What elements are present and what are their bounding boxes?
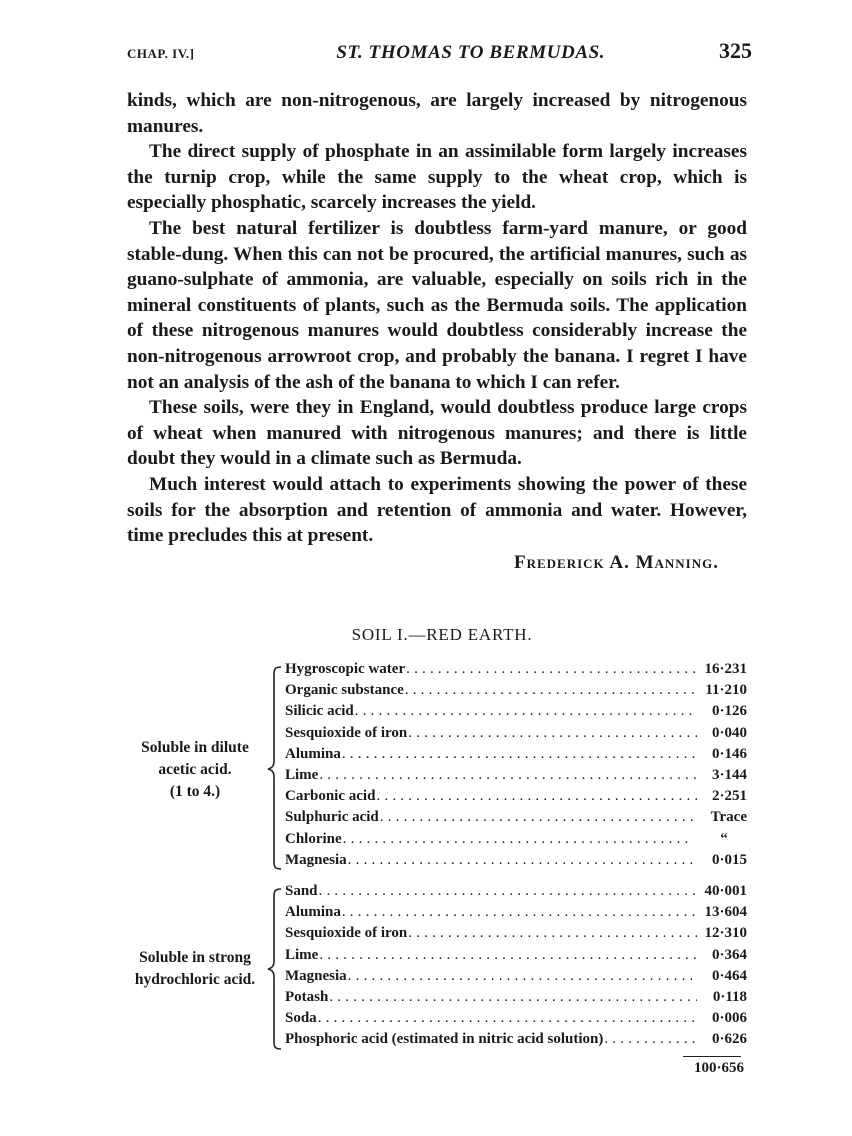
row-value: 0·006 bbox=[711, 1010, 747, 1027]
leader-dots bbox=[376, 788, 697, 805]
group-label bbox=[127, 737, 263, 803]
total-rule bbox=[683, 1056, 741, 1057]
row-name: Organic substance bbox=[285, 682, 404, 699]
curly-brace-icon bbox=[265, 887, 283, 1051]
table-row bbox=[285, 682, 747, 703]
row-name: Chlorine bbox=[285, 830, 342, 847]
table-total: 100·656 bbox=[693, 1060, 744, 1076]
row-value: 3·144 bbox=[711, 766, 747, 783]
row-value: 0·126 bbox=[711, 703, 747, 720]
row-value: 13·604 bbox=[704, 904, 747, 921]
curly-brace-icon bbox=[265, 665, 283, 871]
leader-dots bbox=[343, 831, 689, 848]
row-value: 12·310 bbox=[704, 925, 747, 942]
table-rows bbox=[285, 661, 747, 873]
table-row bbox=[285, 904, 747, 925]
row-value: 16·231 bbox=[704, 661, 747, 677]
row-name: Carbonic acid bbox=[285, 788, 376, 805]
leader-dots bbox=[342, 904, 697, 921]
table-row bbox=[285, 661, 747, 682]
leader-dots bbox=[348, 968, 697, 985]
row-name: Phosphoric acid (estimated in nitric acid solution) bbox=[285, 1031, 604, 1048]
group-label-line: Soluble in dilute bbox=[141, 739, 249, 756]
table-row bbox=[285, 1010, 747, 1031]
row-value: 0·146 bbox=[711, 745, 747, 762]
leader-dots bbox=[408, 725, 697, 742]
table-row bbox=[285, 746, 747, 767]
table-row bbox=[285, 989, 747, 1010]
table-row bbox=[285, 725, 747, 746]
row-value: 0·464 bbox=[711, 967, 747, 984]
row-name: Alumina bbox=[285, 745, 341, 762]
group-label bbox=[127, 947, 263, 991]
group-label-line: (1 to 4.) bbox=[169, 783, 221, 800]
running-title: ST. THOMAS TO BERMUDAS. bbox=[336, 42, 606, 63]
body-text bbox=[127, 88, 747, 575]
row-name: Hygroscopic water bbox=[285, 661, 406, 677]
leader-dots bbox=[406, 661, 697, 678]
table-group-acetic bbox=[127, 661, 747, 875]
table-row bbox=[285, 703, 747, 724]
table-title: SOIL I.—RED EARTH. bbox=[351, 625, 533, 644]
table-row bbox=[285, 852, 747, 873]
paragraph: Much interest would attach to experiments showing the power of these soils for the absorption and retention of ammonia and water. However, time precludes this at present. bbox=[127, 473, 747, 547]
group-label-line: Soluble in strong bbox=[139, 949, 251, 966]
leader-dots bbox=[318, 1010, 697, 1027]
paragraph: These soils, were they in England, would doubtless produce large crops of wheat when manured with nitrogenous manures; and there is little doubt they would in a climate such as Bermuda. bbox=[127, 397, 747, 470]
group-label-line: hydrochloric acid. bbox=[134, 971, 256, 988]
table-row bbox=[285, 1031, 747, 1052]
row-value: 11·210 bbox=[705, 682, 747, 699]
row-name: Alumina bbox=[285, 904, 341, 921]
row-value: “ bbox=[720, 830, 728, 847]
leader-dots bbox=[329, 989, 697, 1006]
page-number: 325 bbox=[718, 38, 752, 63]
row-value: 0·040 bbox=[711, 724, 747, 741]
running-header bbox=[127, 38, 752, 66]
row-value: 0·364 bbox=[711, 946, 747, 963]
author-signature: Frederick A. Manning. bbox=[513, 551, 719, 573]
table-row bbox=[285, 947, 747, 968]
row-value: 2·251 bbox=[711, 788, 747, 805]
table-row bbox=[285, 831, 747, 852]
row-name: Sesquioxide of iron bbox=[285, 925, 408, 942]
row-name: Magnesia bbox=[285, 967, 347, 984]
table-row bbox=[285, 883, 747, 904]
leader-dots bbox=[319, 947, 697, 964]
table-row bbox=[285, 788, 747, 809]
paragraph: The best natural fertilizer is doubtless farm-yard manure, or good stable-dung. When this can not be procured, the artificial manures, such as guano-sulphate of ammonia, are valuable, especially on soils rich in the mineral constituents of plants, such as the Bermuda soils. The application of these nitrogenous manures would doubtless considerably increase the non-nitrogenous arrowroot crop, and probably the banana. I regret I have not an analysis of the ash of the banana to which I can refer. bbox=[127, 217, 747, 393]
row-name: Sand bbox=[285, 883, 318, 899]
table-row bbox=[285, 968, 747, 989]
row-value: Trace bbox=[710, 809, 747, 826]
row-name: Soda bbox=[285, 1010, 317, 1027]
row-value: 40·001 bbox=[704, 883, 747, 899]
table-rows bbox=[285, 883, 747, 1053]
table-row bbox=[285, 925, 747, 946]
table-row bbox=[285, 767, 747, 788]
row-name: Sesquioxide of iron bbox=[285, 724, 408, 741]
chapter-label: CHAP. IV.] bbox=[127, 46, 195, 61]
leader-dots bbox=[408, 925, 697, 942]
paragraph: kinds, which are non-nitrogenous, are largely increased by nitrogenous manures. bbox=[127, 90, 747, 137]
row-value: 0·118 bbox=[712, 988, 747, 1005]
leader-dots bbox=[348, 852, 697, 869]
row-name: Lime bbox=[285, 766, 319, 783]
row-name: Sulphuric acid bbox=[285, 809, 379, 826]
leader-dots bbox=[319, 883, 697, 900]
row-name: Lime bbox=[285, 946, 319, 963]
paragraph: The direct supply of phosphate in an assimilable form largely increases the turnip crop, while the same supply to the wheat crop, which is especially phosphatic, scarcely increases the yield. bbox=[127, 141, 747, 214]
leader-dots bbox=[342, 746, 697, 763]
leader-dots bbox=[319, 767, 697, 784]
leader-dots bbox=[380, 809, 697, 826]
row-value: 0·626 bbox=[711, 1031, 747, 1048]
table-group-hydrochloric bbox=[127, 883, 747, 1055]
leader-dots bbox=[405, 682, 697, 699]
row-name: Potash bbox=[285, 988, 329, 1005]
leader-dots bbox=[355, 703, 697, 720]
leader-dots bbox=[604, 1031, 697, 1048]
row-name: Magnesia bbox=[285, 851, 347, 868]
group-label-line: acetic acid. bbox=[158, 761, 232, 778]
row-value: 0·015 bbox=[711, 851, 747, 868]
table-row bbox=[285, 809, 747, 830]
row-name: Silicic acid bbox=[285, 703, 354, 720]
